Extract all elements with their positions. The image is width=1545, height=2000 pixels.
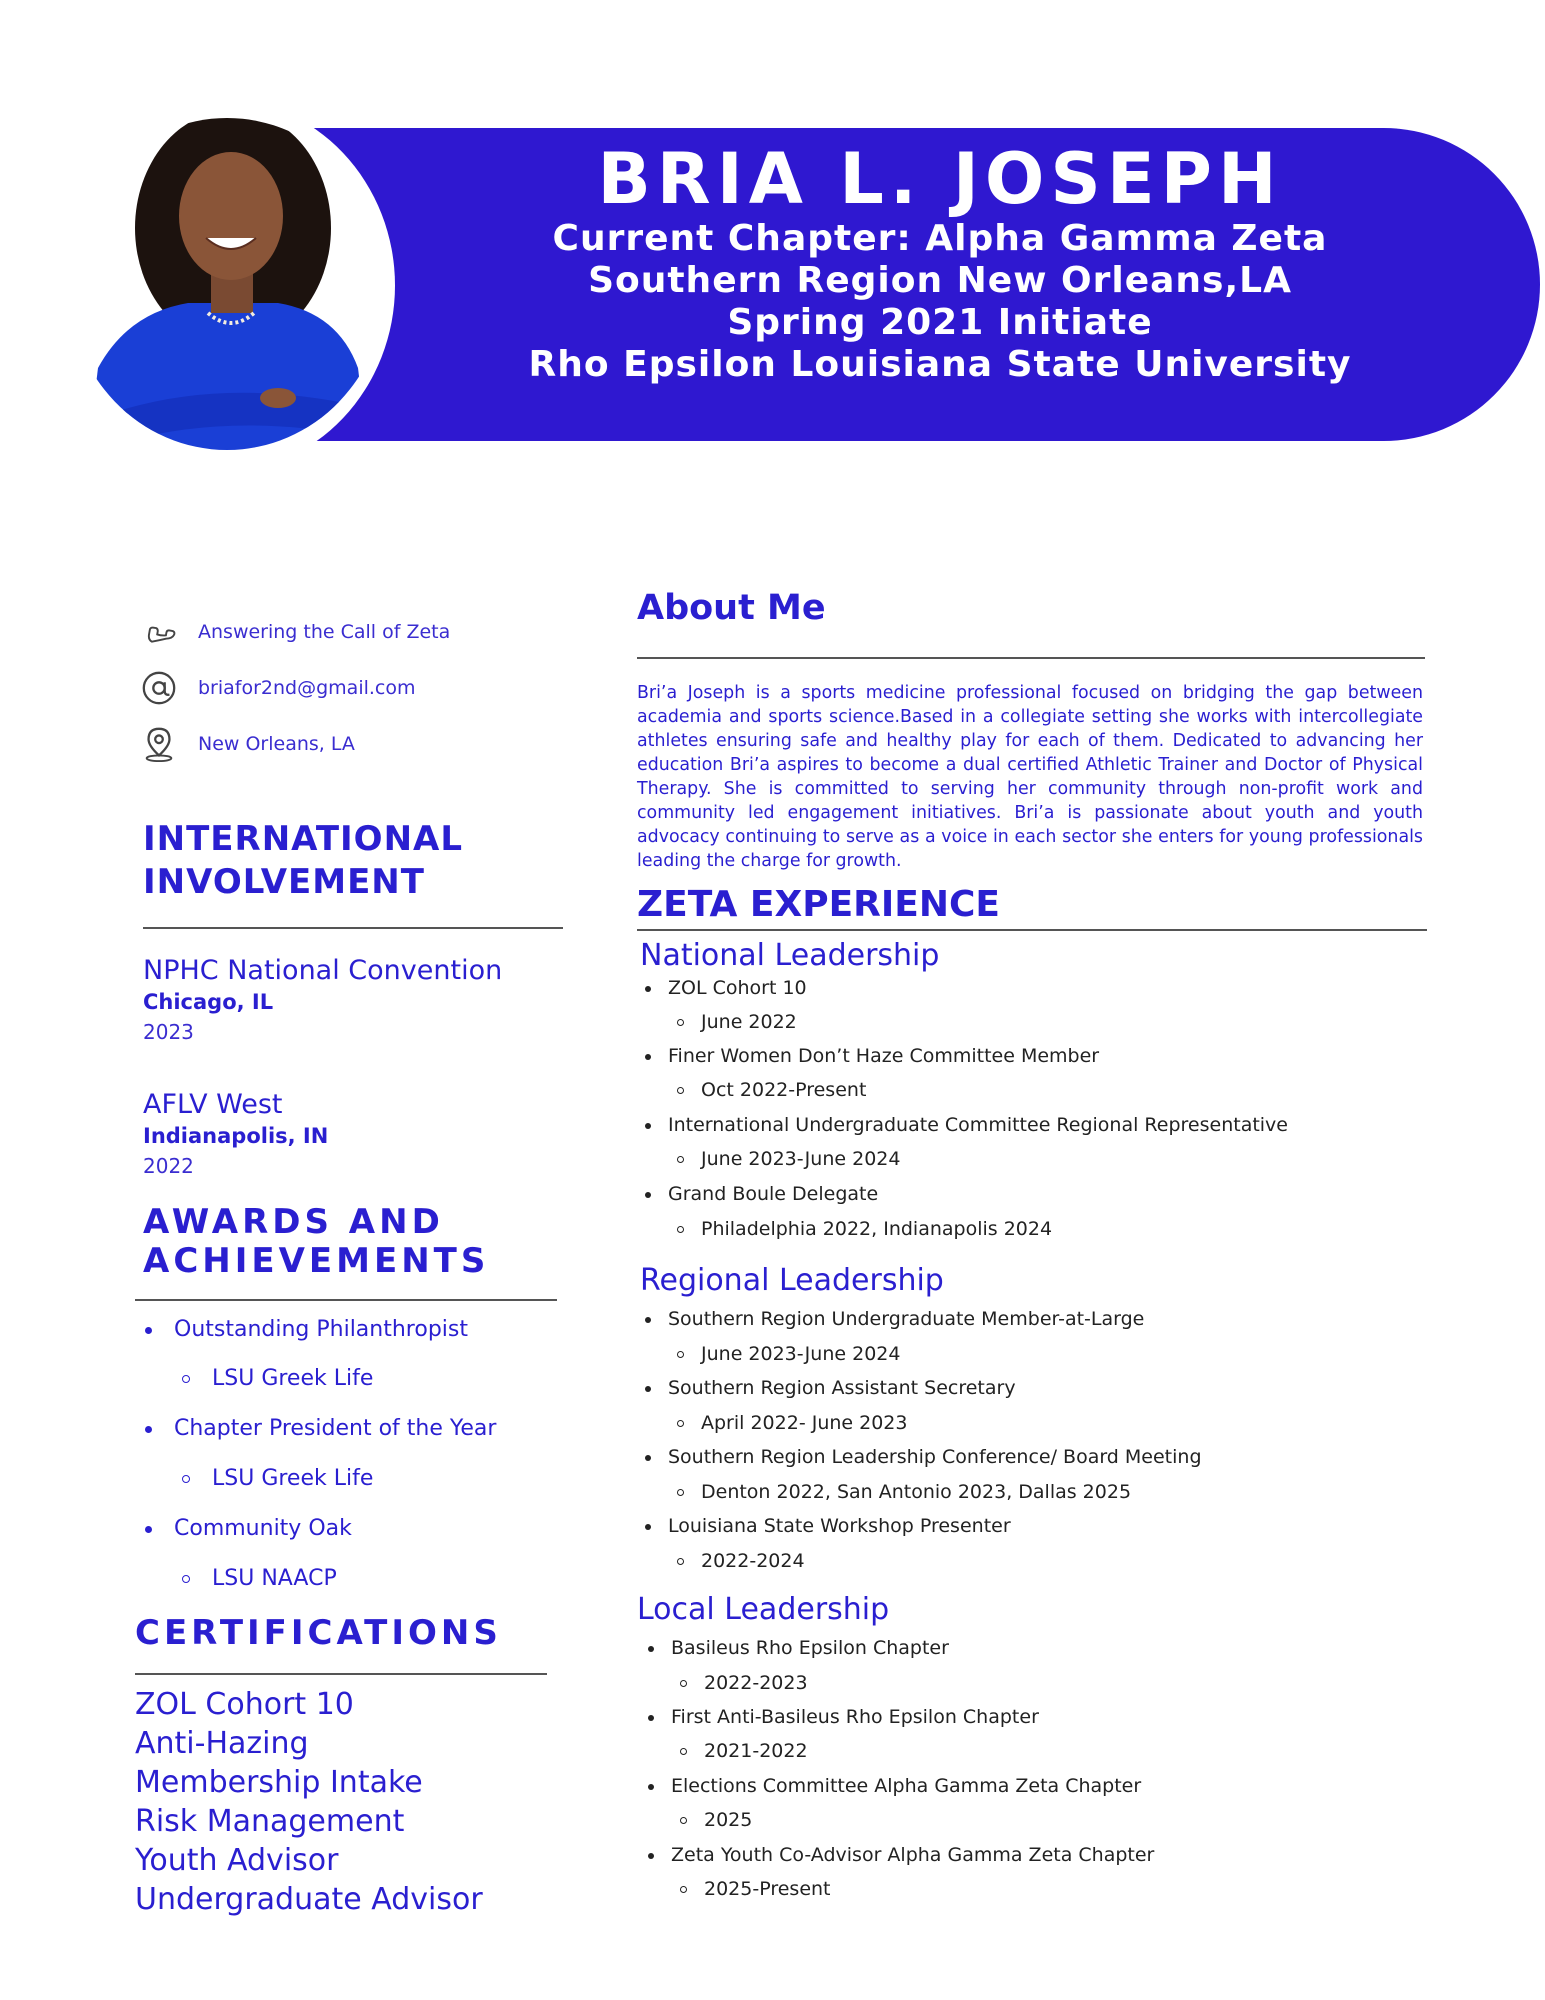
- experience-detail: June 2023-June 2024: [677, 1148, 900, 1170]
- experience-item: Grand Boule Delegate: [645, 1183, 878, 1205]
- award-item: Chapter President of the Year: [145, 1416, 496, 1441]
- header-text: [500, 140, 1380, 386]
- experience-item: ZOL Cohort 10: [645, 977, 807, 999]
- award-org: LSU Greek Life: [182, 1366, 373, 1391]
- divider: [135, 1299, 557, 1301]
- certification-item: Risk Management: [135, 1804, 405, 1839]
- about-heading: About Me: [637, 588, 826, 628]
- header-line: Spring 2021 Initiate: [727, 302, 1153, 343]
- divider: [637, 929, 1427, 931]
- experience-detail: Oct 2022-Present: [677, 1079, 866, 1101]
- experience-detail: June 2022: [677, 1011, 797, 1033]
- experience-detail: 2022-2024: [677, 1550, 805, 1572]
- experience-item: Southern Region Assistant Secretary: [645, 1377, 1016, 1399]
- international-item: NPHC National Convention Chicago, IL 2023: [143, 955, 503, 1044]
- divider: [637, 657, 1425, 659]
- experience-item: Basileus Rho Epsilon Chapter: [648, 1637, 949, 1659]
- location-pin-icon: [140, 725, 178, 763]
- experience-item: Zeta Youth Co-Advisor Alpha Gamma Zeta Chapter: [648, 1844, 1154, 1866]
- experience-item: Finer Women Don’t Haze Committee Member: [645, 1045, 1099, 1067]
- certification-item: Membership Intake: [135, 1765, 423, 1800]
- experience-detail: April 2022- June 2023: [677, 1412, 908, 1434]
- experience-item: Southern Region Leadership Conference/ Board Meeting: [645, 1446, 1202, 1468]
- divider: [143, 927, 563, 929]
- experience-detail: Philadelphia 2022, Indianapolis 2024: [677, 1218, 1052, 1240]
- experience-detail: 2022-2023: [680, 1672, 808, 1694]
- international-heading: INTERNATIONAL INVOLVEMENT: [143, 819, 464, 902]
- experience-detail: 2021-2022: [680, 1740, 808, 1762]
- header-line: Current Chapter: Alpha Gamma Zeta: [552, 218, 1328, 259]
- experience-item: Louisiana State Workshop Presenter: [645, 1515, 1011, 1537]
- awards-heading: AWARDS AND ACHIEVEMENTS: [143, 1202, 490, 1281]
- divider: [135, 1673, 547, 1675]
- contact-tagline: Answering the Call of Zeta: [140, 610, 450, 654]
- at-sign-icon: [140, 669, 178, 707]
- header-line: Southern Region New Orleans,LA: [588, 260, 1292, 301]
- experience-item: International Undergraduate Committee Regional Representative: [645, 1114, 1288, 1136]
- certification-item: Undergraduate Advisor: [135, 1882, 483, 1917]
- certification-item: Anti-Hazing: [135, 1726, 309, 1761]
- regional-leadership-heading: Regional Leadership: [640, 1263, 944, 1298]
- contact-location: New Orleans, LA: [140, 722, 355, 766]
- zeta-experience-heading: ZETA EXPERIENCE: [637, 884, 1001, 925]
- international-item: AFLV West Indianapolis, IN 2022: [143, 1089, 329, 1178]
- award-org: LSU NAACP: [182, 1566, 337, 1591]
- person-name: BRIA L. JOSEPH: [597, 138, 1283, 220]
- experience-detail: Denton 2022, San Antonio 2023, Dallas 2025: [677, 1481, 1131, 1503]
- phone-icon: [140, 613, 178, 651]
- certification-item: Youth Advisor: [135, 1843, 339, 1878]
- experience-item: First Anti-Basileus Rho Epsilon Chapter: [648, 1706, 1039, 1728]
- header-line: Rho Epsilon Louisiana State University: [528, 344, 1352, 385]
- experience-detail: June 2023-June 2024: [677, 1343, 900, 1365]
- experience-item: Southern Region Undergraduate Member-at-Large: [645, 1308, 1144, 1330]
- experience-detail: 2025: [680, 1809, 752, 1831]
- experience-detail: 2025-Present: [680, 1878, 831, 1900]
- award-item: Community Oak: [145, 1516, 352, 1541]
- about-text: Bri’a Joseph is a sports medicine professional focused on bridging the gap between academia and sports science.Based in a collegiate setting she works with intercollegiate athletes ensuring safe and healthy play for each of them. Dedicated to advancing her education Bri’a aspires to become a dual certified Athletic Trainer and Doctor of Physical Therapy. She is committed to serving her community through non-profit work and community led engagement initiatives. Bri’a is passionate about youth and youth advocacy continuing to serve as a voice in each sector she enters for young professionals leading the charge for growth.: [637, 683, 1423, 871]
- award-org: LSU Greek Life: [182, 1466, 373, 1491]
- contact-email[interactable]: briafor2nd@gmail.com: [140, 666, 416, 710]
- local-leadership-heading: Local Leadership: [637, 1592, 890, 1627]
- national-leadership-heading: National Leadership: [640, 938, 940, 973]
- experience-item: Elections Committee Alpha Gamma Zeta Chapter: [648, 1775, 1141, 1797]
- certification-item: ZOL Cohort 10: [135, 1687, 354, 1722]
- certifications-heading: CERTIFICATIONS: [135, 1613, 502, 1653]
- profile-photo: [68, 118, 386, 450]
- award-item: Outstanding Philanthropist: [145, 1317, 468, 1342]
